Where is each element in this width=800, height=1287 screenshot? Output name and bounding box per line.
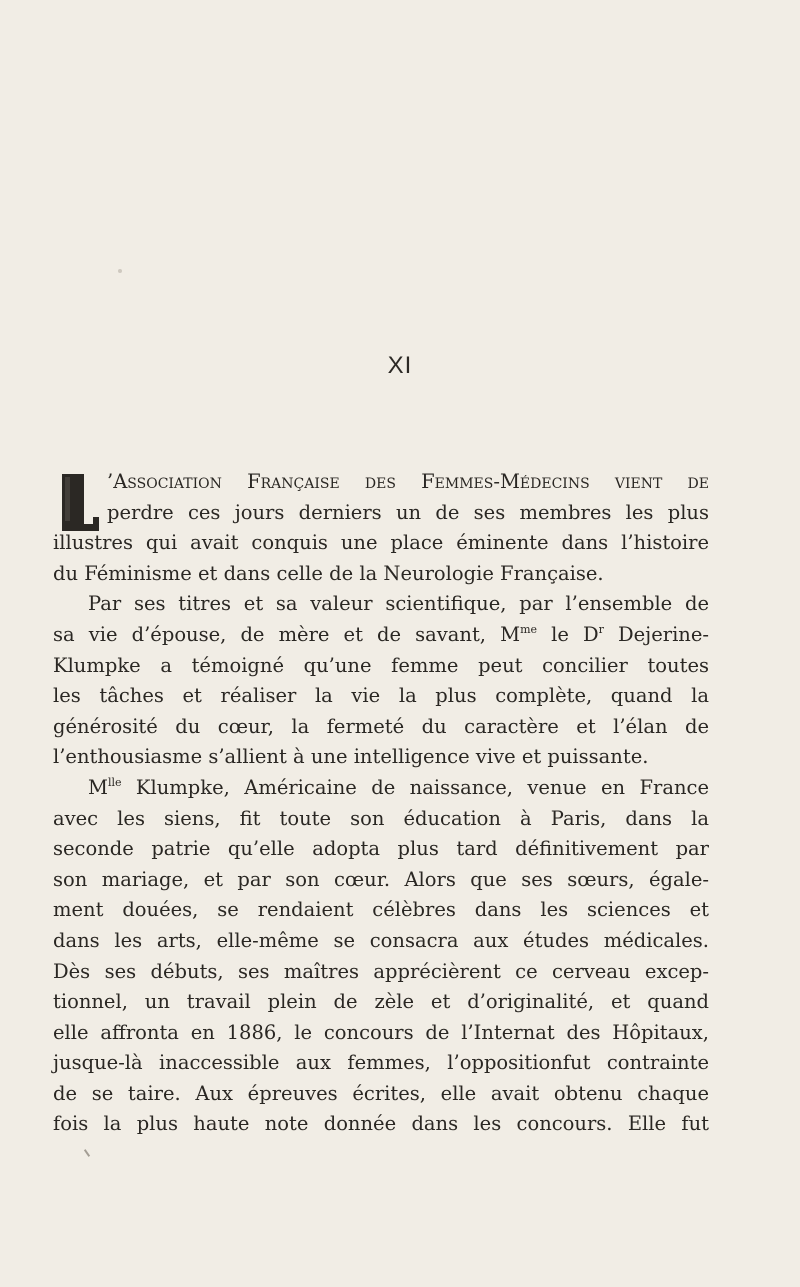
text-line-22 [53, 1109, 709, 1140]
line-text-mid: le D [537, 622, 599, 646]
superscript: r [598, 622, 604, 636]
text-line-2 [53, 498, 709, 529]
text-line-4 [53, 559, 709, 590]
line-text-pre: sa vie d’épouse, de mère et de savant, M [53, 622, 521, 646]
line-text: perdre ces jours derniers un de ses membres les plus [107, 500, 709, 524]
line-text: seconde patrie qu’elle adopta plus tard définitivement par [53, 837, 709, 861]
line-text: son mariage, et par son cœur. Alors que ses sœurs, égale- [53, 867, 709, 891]
line-text-post: Dejerine- [603, 622, 709, 646]
text-line-11 [53, 773, 709, 804]
text-line-14 [53, 865, 709, 896]
text-line-18 [53, 987, 709, 1018]
text-line-19 [53, 1018, 709, 1049]
text-line-16 [53, 926, 709, 957]
line-text: les tâches et réaliser la vie la plus complète, quand la [53, 684, 709, 708]
text-line-20 [53, 1048, 709, 1079]
line-text: dans les arts, elle-même se consacra aux études médicales. [53, 928, 709, 952]
line-text: illustres qui avait conquis une place éminente dans l’histoire [53, 531, 709, 555]
line-text: ’Association Française des Femmes-Médecins vient de [107, 470, 709, 493]
line-text: Dès ses débuts, ses maîtres apprécièrent ce cerveau excep- [53, 959, 709, 983]
text-line-9 [53, 712, 709, 743]
margin-tick [84, 1149, 90, 1157]
text-line-7 [53, 651, 709, 682]
line-text: jusque-là inaccessible aux femmes, l’oppositionfut contrainte [53, 1051, 709, 1075]
line-text: avec les siens, fit toute son éducation à Paris, dans la [53, 806, 709, 830]
text-line-13 [53, 834, 709, 865]
line-text-pre: M [88, 775, 108, 799]
text-line-6 [53, 620, 709, 651]
text-line-5 [53, 589, 709, 620]
superscript: lle [107, 775, 122, 789]
line-text: fois la plus haute note donnée dans les concours. Elle fut [53, 1112, 709, 1136]
text-line-1 [53, 467, 709, 498]
text-line-15 [53, 895, 709, 926]
line-text: ment douées, se rendaient célèbres dans les sciences et [53, 898, 709, 922]
text-line-10 [53, 742, 709, 773]
line-text: générosité du cœur, la fermeté du caractère et l’élan de [53, 714, 709, 738]
line-text: l’enthousiasme s’allient à une intelligence vive et puissante. [53, 745, 649, 769]
text-line-17 [53, 957, 709, 988]
text-line-3 [53, 528, 709, 559]
text-line-8 [53, 681, 709, 712]
line-text: Par ses titres et sa valeur scientifique, par l’ensemble de [88, 592, 709, 616]
line-text: elle affronta en 1886, le concours de l’Internat des Hôpitaux, [53, 1020, 709, 1044]
line-text: du Féminisme et dans celle de la Neurologie Française. [53, 561, 604, 585]
line-text-post: Klumpke, Américaine de naissance, venue en France [121, 775, 709, 799]
body-text [53, 467, 709, 1140]
line-text: Klumpke a témoigné qu’une femme peut concilier toutes [53, 653, 709, 677]
line-text: de se taire. Aux épreuves écrites, elle avait obtenu chaque [53, 1081, 709, 1105]
line-text: tionnel, un travail plein de zèle et d’originalité, et quand [53, 990, 709, 1014]
text-line-12 [53, 804, 709, 835]
superscript: me [520, 622, 538, 636]
chapter-number: XI [387, 352, 413, 379]
paper-speck [118, 269, 122, 273]
text-line-21 [53, 1079, 709, 1110]
